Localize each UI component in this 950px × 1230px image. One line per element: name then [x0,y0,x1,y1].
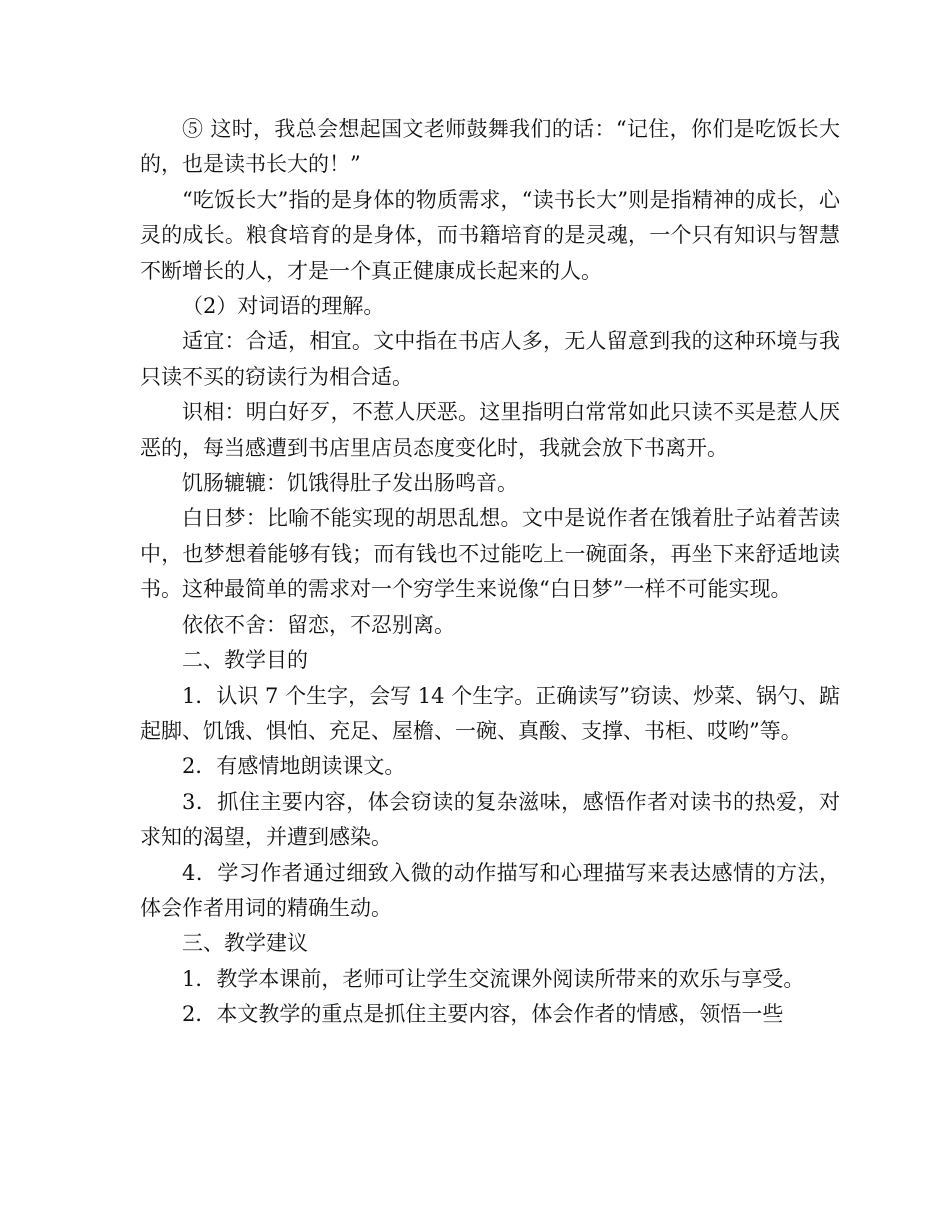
section-heading-teaching-goals: 二、教学目的 [182,648,308,673]
goal-item-4: 4．学习作者通过细致入微的动作描写和心理描写来表达感情的方法，体会作者用词的精确生动。 [140,860,840,920]
goal-item-3: 3．抓住主要内容，体会窃读的复杂滋味，感悟作者对读书的热爱，对求知的渴望，并遭到感染。 [140,789,840,850]
paragraph-term-shiyi: 适宜：合适，相宜。文中指在书店人多，无人留意到我的这种环境与我只读不买的窃读行为相合适。 [140,329,840,389]
paragraph-term-jichangluluo: 饥肠辘辘：饥饿得肚子发出肠鸣音。 [182,471,518,496]
goal-item-1: 1．认识 7 个生字，会写 14 个生字。正确读写”窃读、炒菜、锅勺、踮起脚、饥饿、惧怕、充足、屋檐、一碗、真酸、支撑、书柜、哎哟”等。 [140,683,840,743]
suggestion-item-1: 1．教学本课前，老师可让学生交流课外阅读所带来的欢乐与享受。 [182,966,805,991]
section-heading-teaching-suggestions: 三、教学建议 [182,931,308,956]
paragraph-term-yiyibushe: 依依不舍：留恋，不忍别离。 [182,612,455,637]
goal-item-2: 2．有感情地朗读课文。 [182,754,406,779]
document-body [140,112,840,1033]
paragraph-quote: ⑤ 这时，我总会想起国文老师鼓舞我们的话：“记住，你们是吃饭长大的，也是读书长大的！” [140,117,840,177]
paragraph-term-bairimeng: 白日梦：比喻不能实现的胡思乱想。文中是说作者在饿着肚子站着苦读中，也梦想着能够有钱；而有钱也不过能吃上一碗面条，再坐下来舒适地读书。这种最简单的需求对一个穷学生来说像“白日梦”一样不可能实现。 [140,506,840,602]
paragraph-heading-word-understanding: （2）对词语的理解。 [182,294,385,319]
paragraph-term-shixiang: 识相：明白好歹，不惹人厌恶。这里指明白常常如此只读不买是惹人厌恶的，每当感遭到书店里店员态度变化时，我就会放下书离开。 [140,400,840,460]
suggestion-item-2: 2．本文教学的重点是抓住主要内容，体会作者的情感，领悟一些 [182,1002,784,1027]
paragraph-explanation: “吃饭长大”指的是身体的物质需求，“读书长大”则是指精神的成长，心灵的成长。粮食培育的是身体，而书籍培育的是灵魂，一个只有知识与智慧不断增长的人，才是一个真正健康成长起来的人。 [140,187,840,283]
